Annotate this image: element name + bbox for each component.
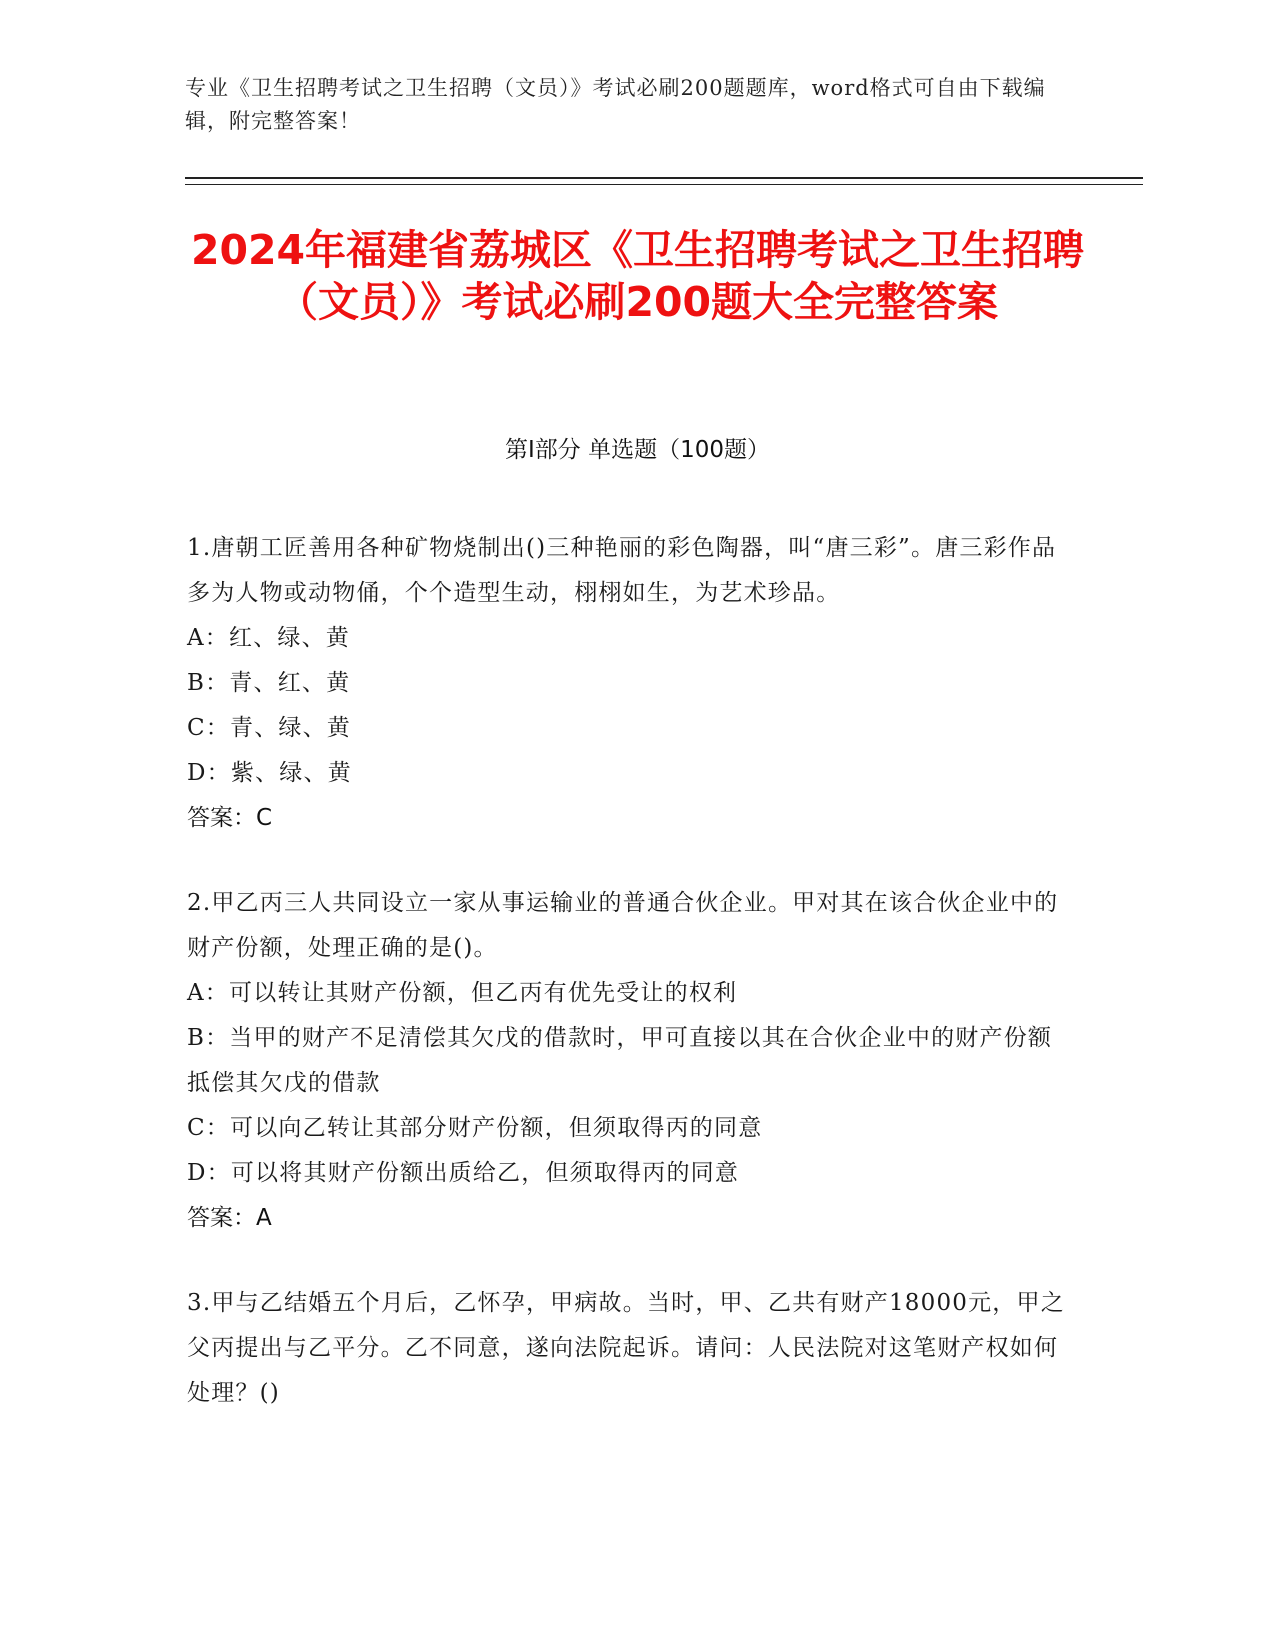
document-title: 2024年福建省荔城区《卫生招聘考试之卫生招聘（文员）》考试必刷200题大全完整答案 xyxy=(190,226,1085,326)
answer-label: 答案： xyxy=(187,805,256,831)
answer-value: C xyxy=(256,805,273,831)
header-divider-thick xyxy=(185,177,1143,179)
question-list xyxy=(187,526,1067,1456)
question-stem: 2.甲乙丙三人共同设立一家从事运输业的普通合伙企业。甲对其在该合伙企业中的财产份额，处理正确的是()。 xyxy=(187,890,1059,961)
option-a: A：红、绿、黄 xyxy=(187,625,351,651)
answer-value: A xyxy=(256,1205,272,1231)
option-b: B：青、红、黄 xyxy=(187,670,351,696)
section-title: 第I部分 单选题（100题） xyxy=(505,437,770,463)
question-stem: 3.甲与乙结婚五个月后，乙怀孕，甲病故。当时，甲、乙共有财产18000元，甲之父丙提出与乙平分。乙不同意，遂向法院起诉。请问：人民法院对这笔财产权如何处理？() xyxy=(187,1290,1065,1406)
answer-label: 答案： xyxy=(187,1205,256,1231)
option-d: D：紫、绿、黄 xyxy=(187,760,352,786)
answer-line xyxy=(187,1196,1067,1241)
question-stem: 1.唐朝工匠善用各种矿物烧制出()三种艳丽的彩色陶器，叫“唐三彩”。唐三彩作品多为人物或动物俑，个个造型生动，栩栩如生，为艺术珍品。 xyxy=(187,535,1057,606)
option-c: C：青、绿、黄 xyxy=(187,715,351,741)
question-2 xyxy=(187,881,1067,1241)
option-c: C：可以向乙转让其部分财产份额，但须取得丙的同意 xyxy=(187,1115,763,1141)
option-b: B：当甲的财产不足清偿其欠戊的借款时，甲可直接以其在合伙企业中的财产份额抵偿其欠戊的借款 xyxy=(187,1025,1053,1096)
question-3 xyxy=(187,1281,1067,1416)
option-a: A：可以转让其财产份额，但乙丙有优先受让的权利 xyxy=(187,980,738,1006)
option-d: D：可以将其财产份额出质给乙，但须取得丙的同意 xyxy=(187,1160,740,1186)
question-1 xyxy=(187,526,1067,841)
answer-line xyxy=(187,796,1067,841)
header-note: 专业《卫生招聘考试之卫生招聘（文员）》考试必刷200题题库，word格式可自由下载编辑，附完整答案！ xyxy=(185,76,1046,133)
header-divider-thin xyxy=(185,184,1143,185)
